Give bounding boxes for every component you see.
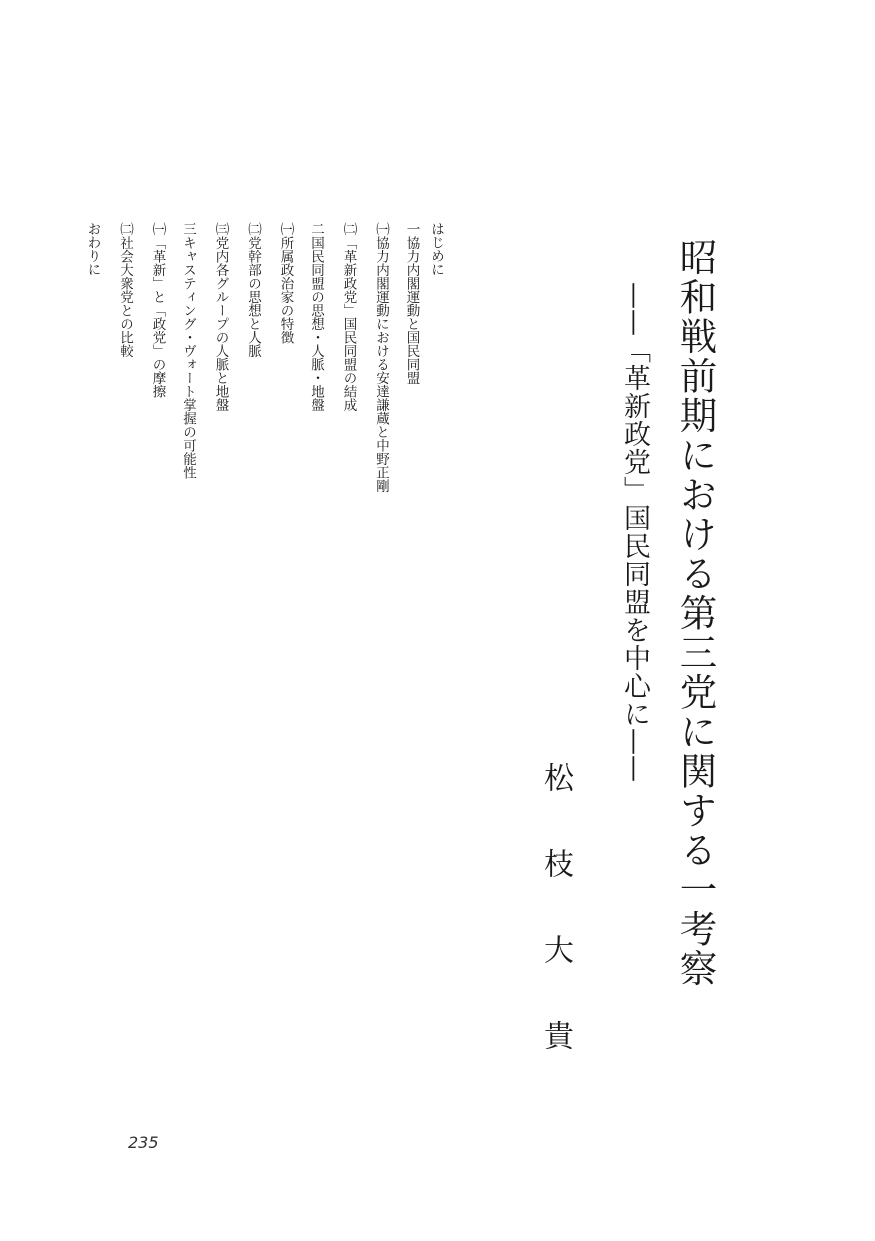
subtitle-text: 「革新政党」国民同盟を中心に bbox=[619, 336, 650, 728]
toc-item: おわりに bbox=[84, 222, 101, 276]
toc-item: ㈠所属政治家の特徴 bbox=[277, 222, 294, 344]
author-name: 松枝大貴 bbox=[538, 762, 573, 1106]
toc-item: 三キャスティング・ヴォート掌握の可能性 bbox=[180, 222, 196, 479]
page-number: 235 bbox=[128, 1133, 159, 1152]
table-of-contents bbox=[84, 222, 448, 542]
toc-item: ㈢党内各グループの人脈と地盤 bbox=[212, 222, 229, 411]
toc-item: ㈠「革新」と「政党」の摩擦 bbox=[149, 222, 166, 398]
toc-item: はじめに bbox=[428, 222, 444, 276]
toc-item: ㈠協力内閣運動における安達謙蔵と中野正剛 bbox=[373, 222, 389, 492]
toc-item: ㈡「革新政党」国民同盟の結成 bbox=[340, 222, 357, 411]
article-subtitle bbox=[621, 282, 648, 782]
subtitle-dash-close: —— bbox=[619, 728, 650, 782]
subtitle-dash-open: —— bbox=[619, 282, 650, 336]
toc-item: ㈡社会大衆党との比較 bbox=[117, 222, 133, 357]
article-title: 昭和戦前期における第三党に関する一考察 bbox=[673, 238, 718, 989]
toc-item: 二国民同盟の思想・人脈・地盤 bbox=[308, 222, 324, 411]
toc-item: 一協力内閣運動と国民同盟 bbox=[403, 222, 420, 384]
toc-item: ㈡党幹部の思想と人脈 bbox=[245, 222, 261, 357]
